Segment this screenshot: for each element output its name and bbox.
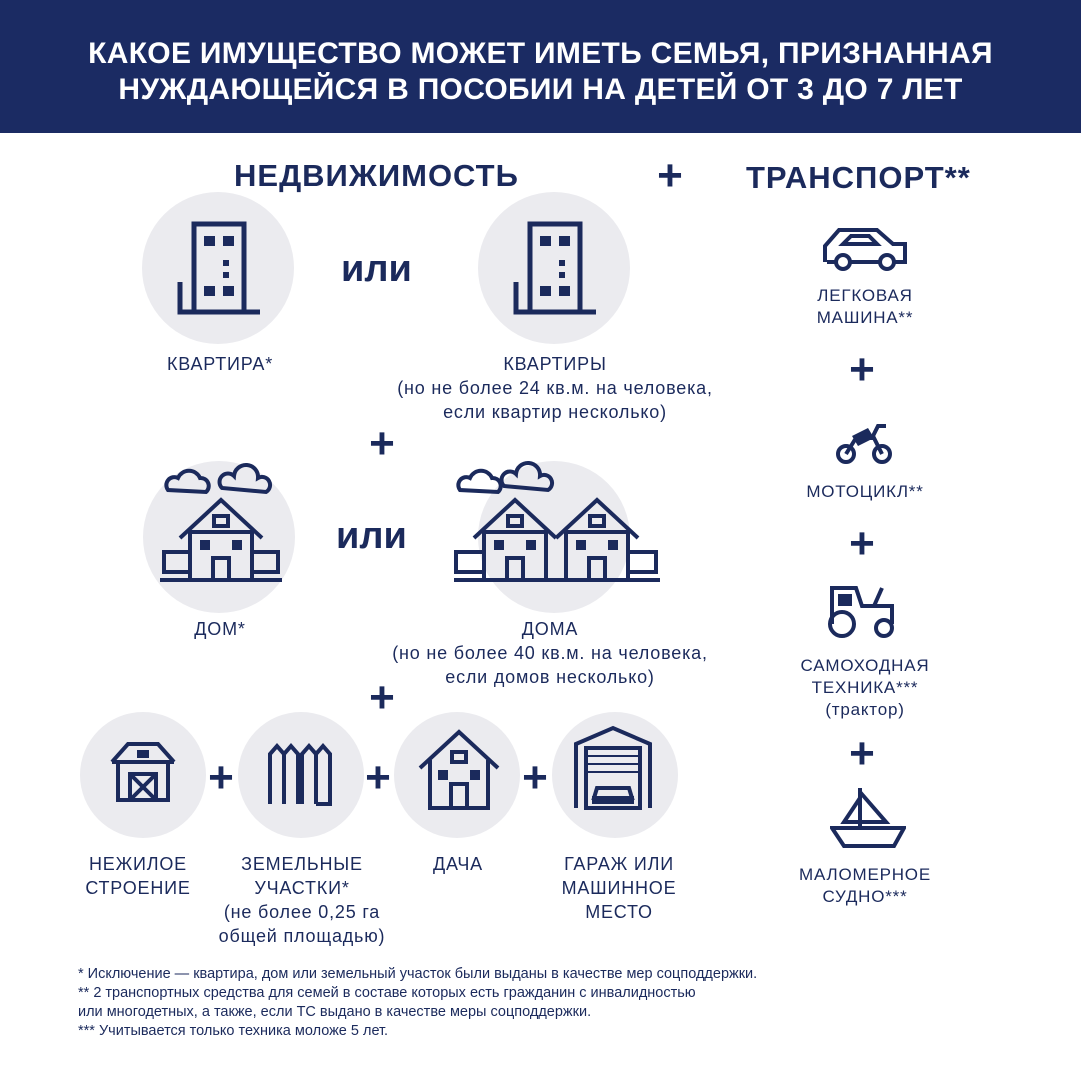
building-icon bbox=[512, 220, 598, 320]
car-label: ЛЕГКОВАЯ МАШИНА** bbox=[816, 286, 914, 327]
tractor-icon bbox=[826, 584, 898, 640]
nonresidential-label: НЕЖИЛОЕ СТРОЕНИЕ bbox=[85, 854, 191, 898]
plus-sign: + bbox=[657, 151, 683, 200]
footnote-2: ** 2 транспортных средства для семей в составе которых есть гражданин с инвалидностью или многодетных, а также, если ТС выдано в качестве меры соцподдержки. bbox=[78, 985, 696, 1020]
building-icon bbox=[176, 220, 262, 320]
plus-sign: + bbox=[208, 753, 234, 802]
footnote-3: *** Учитывается только техника моложе 5 лет. bbox=[78, 1023, 389, 1039]
realty-heading: НЕДВИЖИМОСТЬ bbox=[234, 158, 519, 193]
garage-icon bbox=[572, 724, 654, 810]
car-icon bbox=[821, 226, 909, 272]
tractor-label: САМОХОДНАЯ ТЕХНИКА*** (трактор) bbox=[800, 656, 930, 719]
plus-sign: + bbox=[522, 753, 548, 802]
header-banner bbox=[0, 0, 1081, 133]
boat-label: МАЛОМЕРНОЕ СУДНО*** bbox=[799, 865, 931, 906]
house-icon bbox=[158, 460, 284, 588]
plus-sign: + bbox=[849, 345, 875, 394]
houses-icon bbox=[452, 460, 662, 588]
plus-sign: + bbox=[369, 673, 395, 722]
plus-sign: + bbox=[369, 419, 395, 468]
fence-icon bbox=[266, 742, 336, 808]
houses-label: ДОМА (но не более 40 кв.м. на человека, если домов несколько) bbox=[392, 619, 708, 687]
footnote-1: * Исключение — квартира, дом или земельный участок были выданы в качестве мер соцподдержки. bbox=[78, 966, 758, 982]
or-label: или bbox=[341, 248, 412, 290]
apartment-label: КВАРТИРА* bbox=[166, 354, 274, 374]
apartments-label: КВАРТИРЫ (но не более 24 кв.м. на человека, если квартир несколько) bbox=[397, 354, 713, 422]
plus-sign: + bbox=[849, 729, 875, 778]
transport-heading: ТРАНСПОРТ** bbox=[746, 160, 971, 195]
house-label: ДОМ* bbox=[194, 619, 246, 639]
barn-icon bbox=[108, 738, 178, 804]
garage-label: ГАРАЖ ИЛИ МАШИННОЕ МЕСТО bbox=[561, 854, 677, 922]
or-label: или bbox=[336, 515, 407, 557]
motorcycle-label: МОТОЦИКЛ** bbox=[806, 482, 924, 501]
cottage-icon bbox=[416, 728, 502, 812]
land-label: ЗЕМЕЛЬНЫЕ УЧАСТКИ* (не более 0,25 га общей площадью) bbox=[218, 854, 386, 946]
page-title: КАКОЕ ИМУЩЕСТВО МОЖЕТ ИМЕТЬ СЕМЬЯ, ПРИЗНАННАЯ НУЖДАЮЩЕЙСЯ В ПОСОБИИ НА ДЕТЕЙ ОТ 3 ДО 7 ЛЕТ bbox=[88, 37, 993, 106]
motorcycle-icon bbox=[834, 420, 894, 466]
plus-sign: + bbox=[365, 753, 391, 802]
dacha-label: ДАЧА bbox=[433, 854, 483, 874]
footnotes bbox=[78, 965, 1038, 1041]
plus-sign: + bbox=[849, 519, 875, 568]
boat-icon bbox=[830, 784, 906, 850]
